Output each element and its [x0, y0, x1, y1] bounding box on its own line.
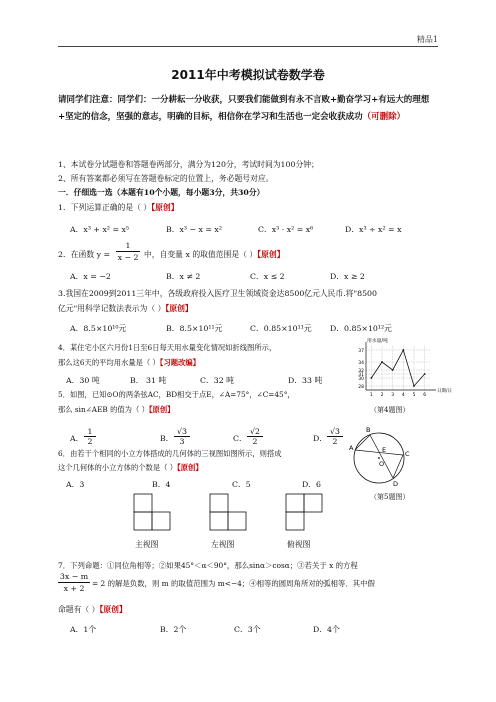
section-heading: 一．仔细选一选（本题有10个小题，每小题3分，共30分）: [58, 188, 265, 197]
left-view-label: 左视图: [211, 540, 235, 549]
y-tick-label: 32: [358, 369, 364, 374]
q4-line1: 4．某住宅小区六月份1日至6日每天用水量变化情况如折线图所示，: [58, 343, 277, 352]
label-b: B: [366, 426, 371, 434]
q5-option-d-den: 2: [332, 437, 338, 446]
q7-line3-text: 命题有（ ）: [58, 605, 100, 614]
q4-option-b: B． 31 吨: [130, 376, 167, 385]
q7-option-b: B．2个: [160, 625, 187, 634]
instruction-1: 1、本试卷分试题卷和答题卷两部分，满分为120分，考试时间为100分钟；: [58, 160, 319, 169]
q5-caption: （第5题图）: [370, 493, 410, 501]
q3-line2-text: 亿元"用科学记数法表示为（ ）: [58, 304, 166, 313]
q3-option-d: D．0.85×10¹²元: [330, 324, 392, 333]
circle-figure: [346, 420, 412, 492]
page-title: 2011年中考模拟试卷数学卷: [171, 68, 325, 82]
q5-option-c-letter: C．: [233, 434, 247, 443]
top-view-label: 俯视图: [287, 540, 311, 549]
x-axis-title: 日期/日: [437, 389, 453, 394]
x-tick-label: 6: [423, 393, 427, 398]
header-rule: [58, 46, 438, 47]
x-tick-label: 2: [380, 393, 384, 398]
q7-fraction-den: x + 2: [63, 584, 85, 593]
y-tick-label: 31: [358, 373, 364, 378]
label-a: A: [349, 444, 354, 452]
q2-option-a: A．x = −2: [70, 272, 111, 281]
y-tick-label: 37: [358, 349, 364, 354]
front-view: [130, 492, 178, 534]
q6-tag: 【原创】: [177, 463, 203, 472]
q6-line2: [58, 463, 203, 473]
q5-option-d-num: √3: [327, 427, 343, 437]
q7-option-d: D．4个: [313, 625, 340, 634]
q7-fraction-num: 3x − m: [59, 572, 89, 581]
x-tick-label: 4: [401, 393, 405, 398]
q2-option-b: B．x ≠ 2: [166, 272, 201, 281]
q6-line2-text: 这个几何体的小立方体的个数是（ ）: [58, 463, 178, 472]
q2-tag: 【原创】: [257, 250, 285, 259]
q5-option-a-letter: A．: [70, 434, 84, 443]
q5-option-c-den: 2: [252, 437, 258, 446]
y-tick-label: 34: [358, 361, 364, 366]
q6-option-c: C．5: [232, 480, 251, 489]
label-o: O: [379, 460, 385, 468]
data-point: [413, 385, 415, 387]
q5-option-b-num: √3: [174, 427, 190, 437]
header-tag: 精品1: [416, 35, 438, 44]
water-usage-chart: [352, 338, 453, 398]
data-point: [370, 377, 372, 379]
label-c: C: [405, 450, 410, 458]
data-point: [402, 349, 404, 351]
data-point: [381, 361, 383, 363]
label-e: E: [382, 446, 387, 454]
y-axis-title: 用水量/吨: [367, 339, 388, 344]
segment-ab: [355, 435, 370, 450]
q7-tag: 【原创】: [99, 605, 127, 614]
q4-line2: [58, 358, 200, 368]
q4-line2-text: 那么这6天的平均用水量是（ ）: [58, 358, 160, 367]
q4-option-d: D．33 吨: [288, 376, 323, 385]
q5-tag: 【原创】: [148, 405, 175, 414]
q7-option-a: A．1个: [70, 625, 97, 634]
q5-option-a-den: 2: [87, 437, 93, 446]
q1-stem-text: 1．下列运算正确的是（ ）: [58, 203, 152, 212]
q1-option-b: B．x³ − x = x²: [166, 225, 222, 234]
q5-line2: [58, 405, 174, 415]
x-tick-label: 3: [391, 393, 395, 398]
q2-stem-b: [144, 249, 285, 260]
q6-option-d: D．6: [302, 480, 322, 489]
front-view-label: 主视图: [135, 540, 159, 549]
q5-line1: 5．如图，已知⊙O的两条弦AC，BD相交于点E，∠A=75°，∠C=45°，: [58, 390, 295, 399]
q1-option-a: A．x³ + x² = x⁵: [70, 225, 129, 234]
top-view: [282, 492, 330, 534]
q5-option-c-num: √2: [247, 427, 263, 437]
q4-option-a: A．30 吨: [66, 376, 100, 385]
center-dot: [378, 457, 380, 459]
x-tick-label: 1: [369, 393, 373, 398]
encouragement-text: 请同学们注意：同学们：一分耕耘一分收获，只要我们能做到有永不言败+勤奋学习+有远大的理想+坚定的信念，坚强的意志，明确的目标，相信你在学习和生活也一定会收获成功: [58, 95, 430, 122]
q3-tag: 【原创】: [165, 304, 193, 313]
q7-line3: [58, 604, 127, 615]
q3-option-a: A．8.5×10¹⁰元: [70, 324, 127, 333]
q5-option-a-num: 1: [84, 427, 96, 437]
instruction-2: 2、所有答案都必须写在答题卷标定的位置上，务必题号对应。: [58, 174, 274, 183]
q7-line2: = 2 的解是负数，则 m 的取值范围为 m<−4；④相等的圆周角所对的弧相等．其中假: [92, 579, 375, 588]
data-point: [424, 373, 426, 375]
q4-option-c: C．32 吨: [200, 376, 234, 385]
q5-option-d-letter: D．: [313, 434, 328, 443]
q6-line1: 6．由若干个相同的小立方体搭成的几何体的三视图如图所示，则搭成: [58, 449, 282, 458]
q1-option-c: C．x³ · x² = x⁶: [258, 225, 314, 234]
q4-tag: 【习题改编】: [159, 358, 200, 367]
q3-line1: 3.我国在2009到2011三年中，各级政府投入医疗卫生领域资金达8500亿元人民币.将"8500: [58, 289, 377, 298]
q2-fraction-den: x − 2: [117, 253, 139, 262]
q1-option-d: D．x³ ÷ x² = x: [345, 225, 402, 234]
q1-tag: 【原创】: [151, 203, 179, 212]
q7-line1: 7．下列命题：①同位角相等；②如果45°＜α＜90°，那么sinα＞cosα；③若关于 x 的方程: [58, 561, 358, 570]
removable-tag: （可删除）: [362, 111, 406, 122]
q5-option-b-letter: B．: [160, 434, 174, 443]
q2-fraction-num: 1: [116, 241, 140, 252]
q4-caption: （第4题图）: [370, 406, 410, 414]
q2-option-d: D．x ≥ 2: [330, 272, 365, 281]
q2-stem-b-text: 中，自变量 x 的取值范围是（ ）: [144, 250, 258, 259]
y-tick-label: 28: [358, 385, 364, 390]
q2-stem-a: 2．在函数 y =: [58, 250, 111, 259]
x-tick-label: 5: [412, 393, 416, 398]
q6-option-a: A．3: [66, 480, 85, 489]
series-line: [371, 350, 424, 386]
q1-stem: [58, 202, 179, 213]
left-view: [206, 492, 254, 534]
q3-line2: [58, 303, 193, 314]
chord-bd: [370, 435, 393, 478]
q3-option-c: C．0.85×10¹¹元: [250, 324, 312, 333]
label-d: D: [393, 480, 399, 488]
y-tick-label: 30: [358, 377, 364, 382]
q3-option-b: B．8.5×10¹¹元: [166, 324, 223, 333]
q6-option-b: B．4: [152, 480, 171, 489]
q5-option-b-den: 3: [179, 437, 185, 446]
q2-option-c: C．x ≤ 2: [250, 272, 285, 281]
data-point: [392, 369, 394, 371]
q7-option-c: C．3个: [234, 625, 261, 634]
encouragement-note: [58, 92, 440, 125]
q5-line2-text: 那么 sin∠AEB 的值为（ ）: [58, 405, 149, 414]
